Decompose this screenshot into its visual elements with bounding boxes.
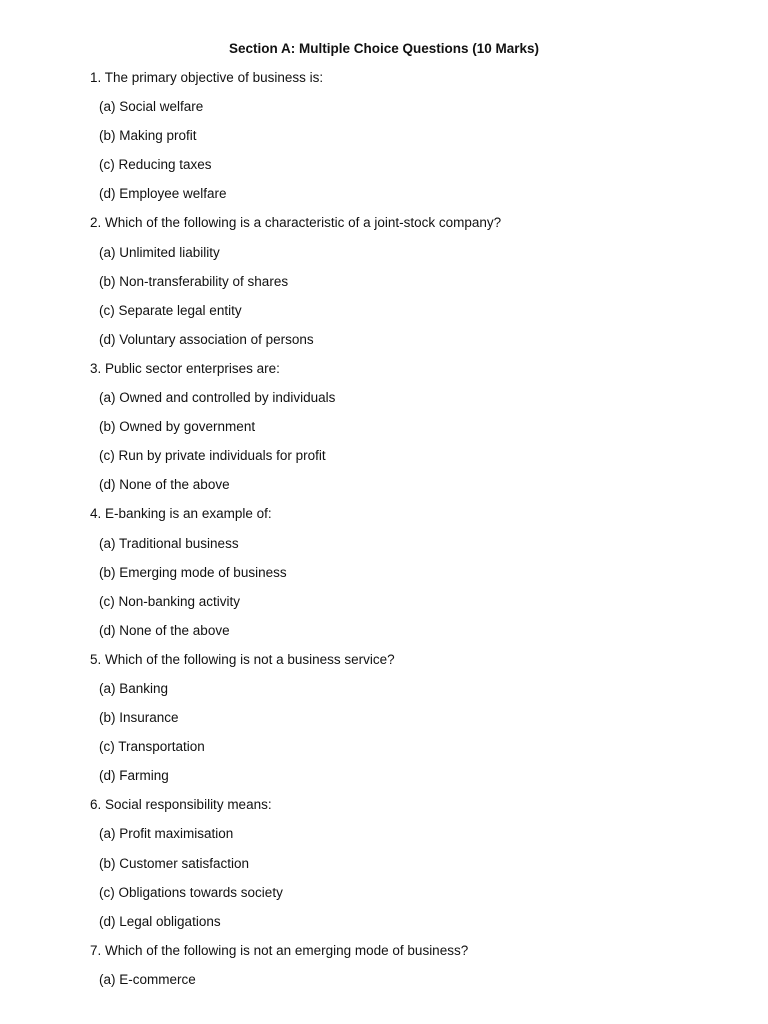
question-4-option-d: (d) None of the above bbox=[99, 622, 230, 638]
question-4-option-a: (a) Traditional business bbox=[99, 535, 239, 551]
question-3-text: 3. Public sector enterprises are: bbox=[90, 360, 280, 376]
question-3-option-d: (d) None of the above bbox=[99, 477, 230, 493]
question-3-option-c: (c) Run by private individuals for profit bbox=[99, 448, 326, 464]
question-2-option-b: (b) Non-transferability of shares bbox=[99, 273, 289, 289]
question-5-option-b: (b) Insurance bbox=[99, 710, 179, 726]
question-3-option-a: (a) Owned and controlled by individuals bbox=[99, 390, 336, 406]
question-6-text: 6. Social responsibility means: bbox=[90, 797, 272, 813]
question-5-option-a: (a) Banking bbox=[99, 680, 169, 696]
question-1-option-d: (d) Employee welfare bbox=[99, 186, 227, 202]
question-4-text: 4. E-banking is an example of: bbox=[90, 506, 272, 522]
question-5-option-c: (c) Transportation bbox=[99, 739, 205, 755]
question-6-option-d: (d) Legal obligations bbox=[99, 913, 221, 929]
question-4-option-b: (b) Emerging mode of business bbox=[99, 564, 287, 580]
question-2-option-d: (d) Voluntary association of persons bbox=[99, 331, 314, 347]
question-6-option-b: (b) Customer satisfaction bbox=[99, 855, 250, 871]
question-3-option-b: (b) Owned by government bbox=[99, 419, 256, 435]
question-1-text: 1. The primary objective of business is: bbox=[90, 70, 324, 85]
question-5-text: 5. Which of the following is not a business service? bbox=[90, 651, 395, 667]
question-7-option-a: (a) E-commerce bbox=[99, 971, 196, 987]
question-4-option-c: (c) Non-banking activity bbox=[99, 593, 241, 609]
question-6-option-c: (c) Obligations towards society bbox=[99, 884, 283, 900]
question-2-option-c: (c) Separate legal entity bbox=[99, 302, 242, 318]
section-title: Section A: Multiple Choice Questions (10 Marks) bbox=[228, 41, 540, 56]
question-5-option-d: (d) Farming bbox=[99, 768, 169, 784]
question-1-option-c: (c) Reducing taxes bbox=[99, 157, 212, 173]
question-2-option-a: (a) Unlimited liability bbox=[99, 244, 220, 260]
question-7-text: 7. Which of the following is not an emerging mode of business? bbox=[90, 942, 469, 958]
question-1-option-a: (a) Social welfare bbox=[99, 99, 204, 115]
question-1-option-b: (b) Making profit bbox=[99, 128, 197, 144]
question-list bbox=[0, 68, 768, 999]
question-6-option-a: (a) Profit maximisation bbox=[99, 826, 234, 842]
question-2-text: 2. Which of the following is a characteristic of a joint-stock company? bbox=[90, 215, 502, 231]
